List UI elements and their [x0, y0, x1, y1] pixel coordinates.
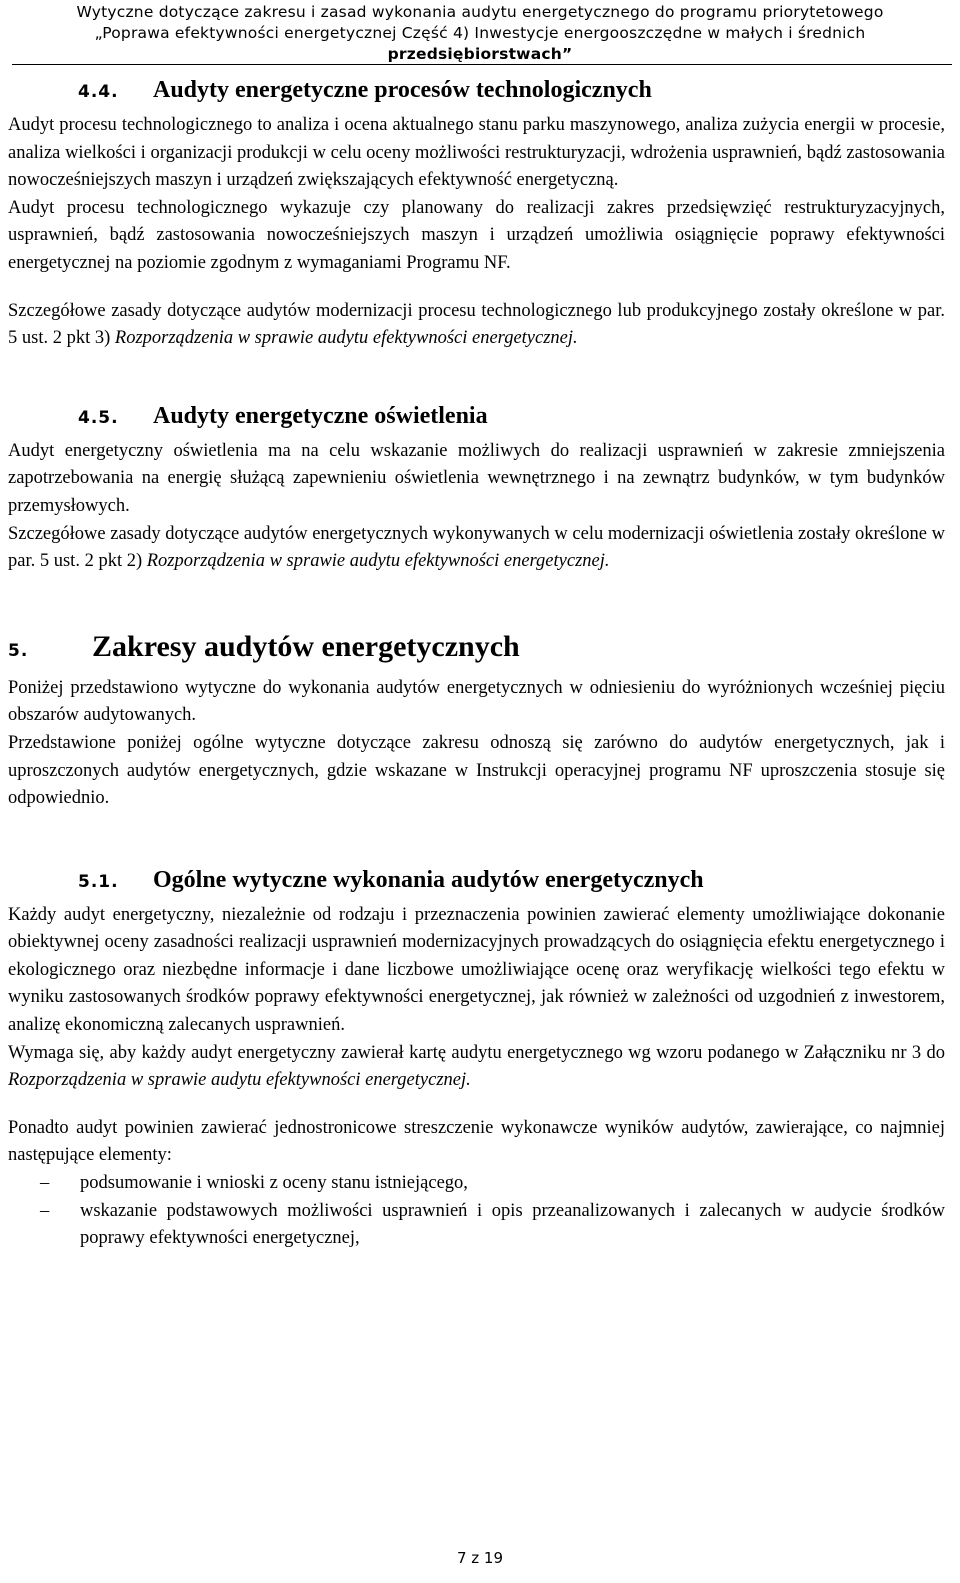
- section-title: Audyty energetyczne procesów technologicznych: [153, 77, 652, 103]
- paragraph-text: Szczegółowe zasady dotyczące audytów modernizacji procesu technologicznego lub produkcyjnego zostały określone w par. 5 ust. 2 pkt 3): [8, 300, 945, 349]
- section-title: Zakresy audytów energetycznych: [92, 629, 520, 663]
- regulation-reference: Rozporządzenia w sprawie audytu efektywności energetycznej.: [8, 1070, 471, 1091]
- section-number: 4.5.: [78, 407, 119, 428]
- paragraph: [8, 521, 945, 576]
- paragraph: Poniżej przedstawiono wytyczne do wykonania audytów energetycznych w odniesieniu do wyróżnionych wcześniej pięciu obszarów audytowanych.: [8, 677, 945, 726]
- paragraph: Każdy audyt energetyczny, niezależnie od rodzaju i przeznaczenia powinien zawierać elementy umożliwiające dokonanie obiektywnej oceny zasadności realizacji usprawnień modernizacyjnych prowadzących do osiągnięcia efektu energetycznego i ekologicznego oraz niezbędne informacje i dane liczbowe umożliwiające ocenę oraz weryfikację wielkości tego efektu w wyniku zastosowanych środków poprawy efektywności energetycznej, jak również w zależności od uzgodnień z inwestorem, analizę ekonomiczną zalecanych usprawnień.: [8, 904, 945, 1036]
- header-line-3: przedsiębiorstwach”: [387, 45, 573, 63]
- header-line-1: Wytyczne dotyczące zakresu i zasad wykonania audytu energetycznego do programu priorytetowego: [76, 3, 884, 21]
- paragraph-text: Szczegółowe zasady dotyczące audytów energetycznych wykonywanych w celu modernizacji oświetlenia zostały określone w par. 5 ust. 2 pkt 2): [8, 523, 945, 572]
- page-number: 7 z 19: [456, 1549, 504, 1567]
- list-item: [8, 1198, 945, 1253]
- dash-bullet: –: [40, 1200, 50, 1221]
- paragraph-text: Wymaga się, aby każdy audyt energetyczny zawierał kartę audytu energetycznego wg wzoru podanego w Załączniku nr 3 do: [8, 1042, 945, 1063]
- section-heading-4-4: [8, 70, 945, 112]
- paragraph: [8, 298, 945, 353]
- list-item-text: wskazanie podstawowych możliwości usprawnień i opis przeanalizowanych i zalecanych w audycie środków poprawy efektywności energetycznej,: [80, 1200, 945, 1249]
- list-item: [8, 1170, 945, 1198]
- paragraph: Ponadto audyt powinien zawierać jednostronicowe streszczenie wykonawcze wyników audytów, zawierające, co najmniej następujące elementy:: [8, 1117, 945, 1166]
- dash-bullet: –: [40, 1173, 50, 1194]
- summary-elements-list: [8, 1170, 945, 1253]
- paragraph: [8, 1040, 945, 1095]
- header-rule: [12, 64, 952, 65]
- list-item-text: podsumowanie i wnioski z oceny stanu istniejącego,: [80, 1173, 468, 1194]
- document-body: [8, 70, 945, 1253]
- section-number: 4.4.: [78, 82, 119, 102]
- paragraph: Audyt energetyczny oświetlenia ma na celu wskazanie możliwych do realizacji usprawnień w zakresie zmniejszenia zapotrzebowania na energię służącą zapewnieniu oświetlenia wewnętrznego i na zewnątrz budynków, w tym budynków przemysłowych.: [8, 440, 945, 516]
- paragraph: Przedstawione poniżej ogólne wytyczne dotyczące zakresu odnoszą się zarówno do audytów energetycznych, jak i uproszczonych audytów energetycznych, gdzie wskazane w Instrukcji operacyjnej programu NF uproszczenia stosuje się odpowiednio.: [8, 732, 945, 809]
- section-title: Audyty energetyczne oświetlenia: [153, 402, 488, 429]
- paragraph: Audyt procesu technologicznego wykazuje czy planowany do realizacji zakres przedsięwzięć restrukturyzacyjnych, usprawnień, bądź zastosowania nowocześniejszych maszyn i urządzeń umożliwia osiągnięcie poprawy efektywności energetycznej na poziomie zgodnym z wymaganiami Programu NF.: [8, 197, 945, 273]
- section-heading-4-5: [8, 396, 945, 438]
- section-number: 5.: [8, 640, 29, 661]
- regulation-reference: Rozporządzenia w sprawie audytu efektywności energetycznej.: [146, 551, 610, 572]
- section-title: Ogólne wytyczne wykonania audytów energetycznych: [153, 866, 704, 893]
- section-heading-5: [8, 623, 945, 675]
- section-heading-5-1: [8, 860, 945, 902]
- page-header: [0, 2, 960, 65]
- regulation-reference: Rozporządzenia w sprawie audytu efektywności energetycznej.: [114, 328, 578, 349]
- section-number: 5.1.: [78, 871, 119, 892]
- header-line-2: „Poprawa efektywności energetycznej Część 4) Inwestycje energooszczędne w małych i średnich: [94, 24, 866, 42]
- paragraph: Audyt procesu technologicznego to analiza i ocena aktualnego stanu parku maszynowego, analiza zużycia energii w procesie, analiza wielkości i organizacji produkcji w celu oceny możliwości restrukturyzacji, wdrożenia usprawnień, bądź zastosowania nowocześniejszych maszyn i urządzeń zwiększających efektywność energetyczną.: [8, 115, 945, 191]
